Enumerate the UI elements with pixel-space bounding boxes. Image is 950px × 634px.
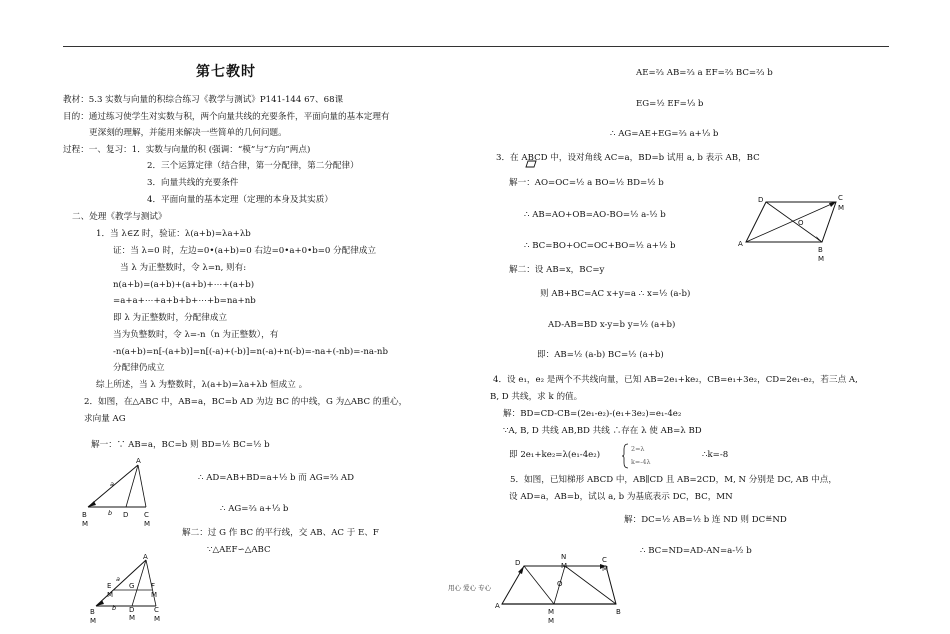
triangle-figure-1 <box>80 455 170 535</box>
tri1-label-a-vertex: A <box>136 457 141 465</box>
solution-2-continued-2: EG=½ EF=⅓ b <box>636 99 704 109</box>
para-label-c: C <box>838 194 843 202</box>
para-label-a: A <box>738 240 743 248</box>
problem-4-sol-3: 即 2e₁+ke₂=λ(e₁-4e₂) <box>509 450 601 460</box>
problem-4: 4．设 e₁，e₂ 是两个不共线向量，已知 AB=2e₁+ke₂，CB=e₁+3e₂，CD=2e₁-e₂，若三点 A, <box>493 375 858 385</box>
problem-3-sol-4: 解二：设 AB=x，BC=y <box>509 265 605 275</box>
problem-5-b: 设 AD=a，AB=b，试以 a, b 为基底表示 DC，BC，MN <box>509 492 733 502</box>
trap-label-m2: M <box>602 565 609 573</box>
problem-2-sol-1: 解一：∵ AB=a，BC=b 则 BD=½ BC=½ b <box>91 440 270 450</box>
triangle-figure-2 <box>88 552 178 632</box>
parallelogram-symbol-icon <box>525 160 537 168</box>
problem-4-system-2: k=-4λ <box>631 458 651 466</box>
tri1-label-c: C <box>144 511 149 519</box>
problem-5-sol-2: ∴ BC=ND=AD-AN=a-½ b <box>640 546 752 556</box>
problem-3-sol-6: AD-AB=BD x-y=b y=½ (a+b) <box>548 320 676 330</box>
tri2-label-m4: M <box>129 614 136 622</box>
trapezoid-figure <box>494 550 634 630</box>
section-two: 二、处理《教学与测试》 <box>72 212 167 222</box>
problem-2: 2．如图，在△ABC 中，AB=a，BC=b AD 为边 BC 的中线，G 为△ABC 的重心， <box>84 397 408 407</box>
parallelogram-figure <box>732 190 845 265</box>
review-item-2: 2．三个运算定律（结合律，第一分配律，第二分配律） <box>147 161 359 171</box>
textbook-line: 教材：5.3 实数与向量的积综合练习《教学与测试》P141-144 67、68课 <box>63 95 344 105</box>
problem-3-sol-7: 即：AB=½ (a-b) BC=½ (a+b) <box>537 350 664 360</box>
lesson-title: 第七教时 <box>196 64 256 80</box>
problem-2-sol-5: ∵△AEF∽△ABC <box>207 545 271 555</box>
trap-label-c: C <box>602 556 607 564</box>
goal-line-2: 更深刻的理解，并能用来解决一些简单的几何问题。 <box>89 128 287 138</box>
tri1-label-b: B <box>82 511 87 519</box>
tri2-label-m5: M <box>154 615 161 623</box>
trap-label-a: A <box>495 602 500 610</box>
para-label-d: D <box>758 196 764 204</box>
trap-label-b: B <box>616 608 621 616</box>
page-footer: 用心 爱心 专心 <box>448 584 492 592</box>
tri2-label-m3: M <box>90 617 97 625</box>
tri2-label-e: E <box>107 582 112 590</box>
tri2-label-b: B <box>90 608 95 616</box>
tri2-label-a-vertex: A <box>143 553 148 561</box>
trap-label-o: O <box>557 580 563 588</box>
problem-1: 1．当 λ∈Z 时，验证：λ(a+b)=λa+λb <box>96 229 251 239</box>
tri1-label-m1: M <box>82 520 89 528</box>
brace-icon <box>622 443 630 469</box>
para-label-o: O <box>798 219 804 227</box>
trap-label-m1: M <box>561 562 568 570</box>
tri2-vector-b: b <box>112 604 117 612</box>
trap-label-d: D <box>515 559 521 567</box>
problem-4-sol-1: 解：BD=CD-CB=(2e₁-e₂)-(e₁+3e₂)=e₁-4e₂ <box>503 409 682 419</box>
solution-2-continued-3: ∴ AG=AE+EG=⅔ a+⅓ b <box>610 129 719 139</box>
problem-3-sol-2: ∴ AB=AO+OB=AO-BO=½ a-½ b <box>524 210 666 220</box>
tri1-vector-b: b <box>108 509 113 517</box>
tri2-vector-a: a <box>116 575 120 583</box>
tri2-label-f: F <box>151 582 156 590</box>
tri2-label-d: D <box>129 606 135 614</box>
trap-label-m3: M <box>548 608 555 616</box>
problem-1-conclusion: 综上所述，当 λ 为整数时，λ(a+b)=λa+λb 恒成立 。 <box>96 380 308 390</box>
tri2-label-m1: M <box>107 591 114 599</box>
problem-2-b: 求向量 AG <box>84 414 126 424</box>
problem-2-sol-3: ∴ AG=⅔ a+⅓ b <box>220 504 289 514</box>
problem-4-b: B, D 共线，求 k 的值。 <box>490 392 583 402</box>
trap-label-m4: M <box>548 617 555 625</box>
problem-4-system-1: 2=λ <box>631 445 645 453</box>
trap-label-n: N <box>561 553 567 561</box>
goal-line-1: 目的：通过练习使学生对实数与积，两个向量共线的充要条件，平面向量的基本定理有 <box>63 112 390 122</box>
review-item-4: 4．平面向量的基本定理（定理的本身及其实质） <box>147 195 333 205</box>
problem-1-proof-d: =a+a+⋯+a+b+b+⋯+b=na+nb <box>113 296 256 306</box>
header-rule <box>63 46 889 47</box>
tri1-vector-a: a <box>110 480 114 488</box>
problem-3-sol-3: ∴ BC=BO+OC=OC+BO=½ a+½ b <box>524 241 676 251</box>
process-line: 过程：一、复习：1．实数与向量的积 (强调：“模”与“方向”两点) <box>63 145 311 155</box>
problem-1-proof-b: 当 λ 为正整数时，令 λ=n, 则有: <box>120 263 247 273</box>
problem-4-sol-2: ∵A, B, D 共线 AB,BD 共线 ∴存在 λ 使 AB=λ BD <box>503 426 702 436</box>
problem-1-proof-f: 当为负整数时，令 λ=-n（n 为正整数），有 <box>113 330 279 340</box>
problem-3-sol-1: 解一：AO=OC=½ a BO=½ BD=½ b <box>509 178 664 188</box>
problem-2-sol-4: 解二：过 G 作 BC 的平行线，交 AB、AC 于 E、F <box>182 528 379 538</box>
problem-1-proof-h: 分配律仍成立 <box>113 363 165 373</box>
tri2-label-c: C <box>154 606 159 614</box>
problem-4-answer: ∴k=-8 <box>702 450 729 460</box>
tri2-label-m2: M <box>151 591 158 599</box>
tri1-label-m2: M <box>144 520 151 528</box>
problem-5-sol-1: 解：DC=½ AB=½ b 连 ND 则 DC≝ND <box>624 515 787 525</box>
para-label-b: B <box>818 246 823 254</box>
tri1-label-d: D <box>123 511 129 519</box>
problem-1-proof-g: -n(a+b)=n[-(a+b)]=n[(-a)+(-b)]=n(-a)+n(-b)=-na+(-nb)=-na-nb <box>113 347 388 357</box>
tri2-label-g: G <box>129 582 135 590</box>
problem-3: 3．在 ABCD 中，设对角线 AC=a，BD=b 试用 a, b 表示 AB，BC <box>496 153 760 163</box>
problem-1-proof-c: n(a+b)=(a+b)+(a+b)+⋯+(a+b) <box>113 280 255 290</box>
problem-3-sol-5: 则 AB+BC=AC x+y=a ∴ x=½ (a-b) <box>540 289 691 299</box>
para-label-m1: M <box>838 204 845 212</box>
problem-1-proof-e: 即 λ 为正整数时，分配律成立 <box>113 313 228 323</box>
problem-2-sol-2: ∴ AD=AB+BD=a+½ b 而 AG=⅔ AD <box>198 473 354 483</box>
problem-1-proof-a: 证：当 λ=0 时，左边=0•(a+b)=0 右边=0•a+0•b=0 分配律成立 <box>113 246 377 256</box>
solution-2-continued-1: AE=⅔ AB=⅔ a EF=⅔ BC=⅔ b <box>636 68 773 78</box>
para-label-m2: M <box>818 255 825 263</box>
problem-5: 5．如图，已知梯形 ABCD 中，AB∥CD 且 AB=2CD，M, N 分别是 DC, AB 中点， <box>510 475 837 485</box>
review-item-3: 3．向量共线的充要条件 <box>147 178 239 188</box>
